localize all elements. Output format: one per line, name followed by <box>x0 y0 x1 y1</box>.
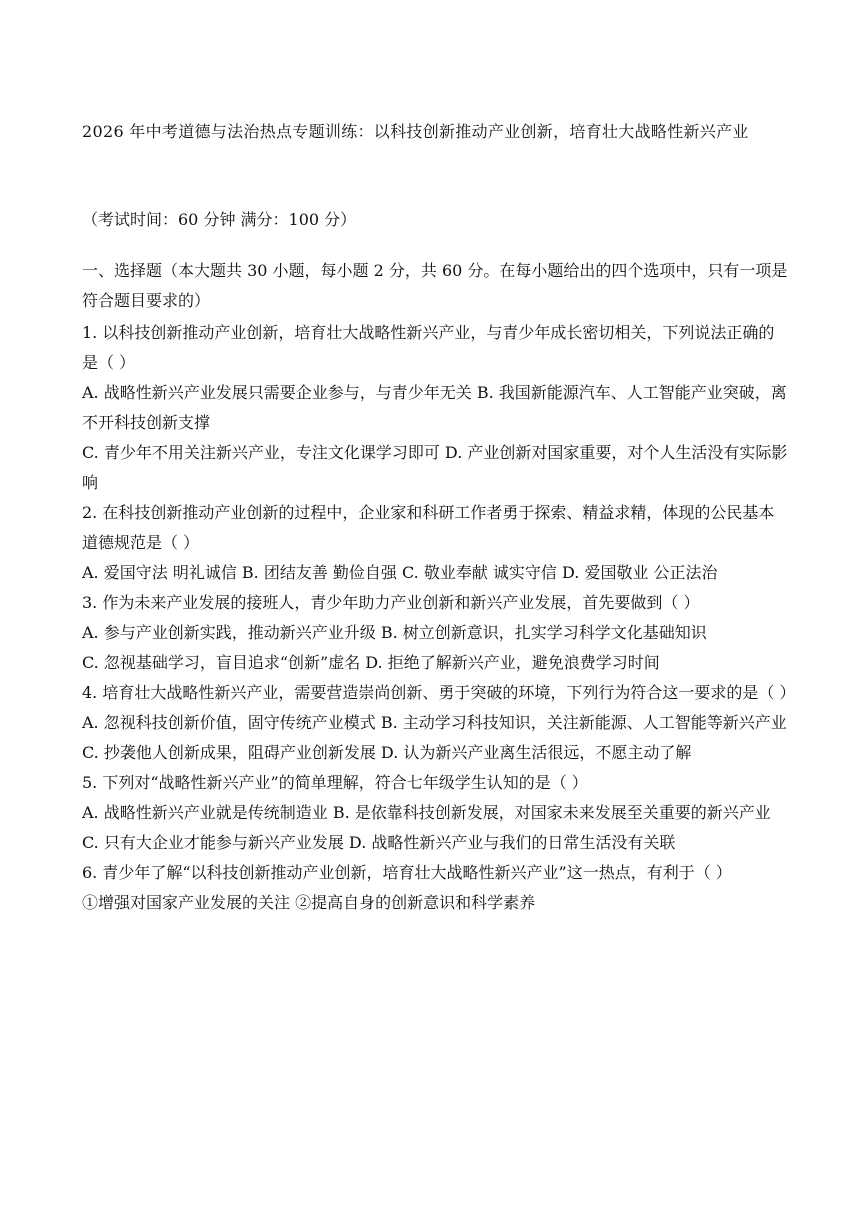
question-stem: 2. 在科技创新推动产业创新的过程中，企业家和科研工作者勇于探索、精益求精，体现的公民基本道德规范是（ ） <box>82 503 775 552</box>
question-options: A. 战略性新兴产业就是传统制造业 B. 是依靠科技创新发展，对国家未来发展至关重要的新兴产业 <box>82 803 771 822</box>
question-options: C. 忽视基础学习，盲目追求“创新”虚名 D. 拒绝了解新兴产业，避免浪费学习时间 <box>82 653 660 672</box>
question-options: ①增强对国家产业发展的关注 ②提高自身的创新意识和科学素养 <box>82 893 536 912</box>
question-options: A. 战略性新兴产业发展只需要企业参与，与青少年无关 B. 我国新能源汽车、人工智能产业突破，离不开科技创新支撑 <box>82 383 787 432</box>
exam-info: （考试时间：60 分钟 满分：100 分） <box>82 210 357 229</box>
question-options: C. 青少年不用关注新兴产业，专注文化课学习即可 D. 产业创新对国家重要，对个人生活没有实际影响 <box>82 443 788 492</box>
question-options: A. 参与产业创新实践，推动新兴产业升级 B. 树立创新意识，扎实学习科学文化基础知识 <box>82 623 707 642</box>
question-options: A. 忽视科技创新价值，固守传统产业模式 B. 主动学习科技知识，关注新能源、人工智能等新兴产业 <box>82 713 787 732</box>
question-options: C. 抄袭他人创新成果，阻碍产业创新发展 D. 认为新兴产业离生活很远，不愿主动了解 <box>82 743 692 762</box>
question-stem: 1. 以科技创新推动产业创新，培育壮大战略性新兴产业，与青少年成长密切相关，下列说法正确的是（ ） <box>82 323 775 372</box>
question-options: A. 爱国守法 明礼诚信 B. 团结友善 勤俭自强 C. 敬业奉献 诚实守信 D. 爱国敬业 公正法治 <box>82 563 718 582</box>
question-stem: 4. 培育壮大战略性新兴产业，需要营造崇尚创新、勇于突破的环境，下列行为符合这一要求的是（ ） <box>82 683 796 702</box>
question-section <box>82 256 796 918</box>
question-stem: 3. 作为未来产业发展的接班人，青少年助力产业创新和新兴产业发展，首先要做到（ ） <box>82 593 700 612</box>
question-stem: 5. 下列对“战略性新兴产业”的简单理解，符合七年级学生认知的是（ ） <box>82 773 588 792</box>
question-stem: 6. 青少年了解“以科技创新推动产业创新，培育壮大战略性新兴产业”这一热点，有利于（ ） <box>82 863 732 882</box>
question-options: C. 只有大企业才能参与新兴产业发展 D. 战略性新兴产业与我们的日常生活没有关联 <box>82 833 676 852</box>
document-title: 2026 年中考道德与法治热点专题训练：以科技创新推动产业创新，培育壮大战略性新兴产业 <box>82 122 749 141</box>
section-heading: 一、选择题（本大题共 30 小题，每小题 2 分，共 60 分。在每小题给出的四个选项中，只有一项是符合题目要求的） <box>82 261 788 310</box>
